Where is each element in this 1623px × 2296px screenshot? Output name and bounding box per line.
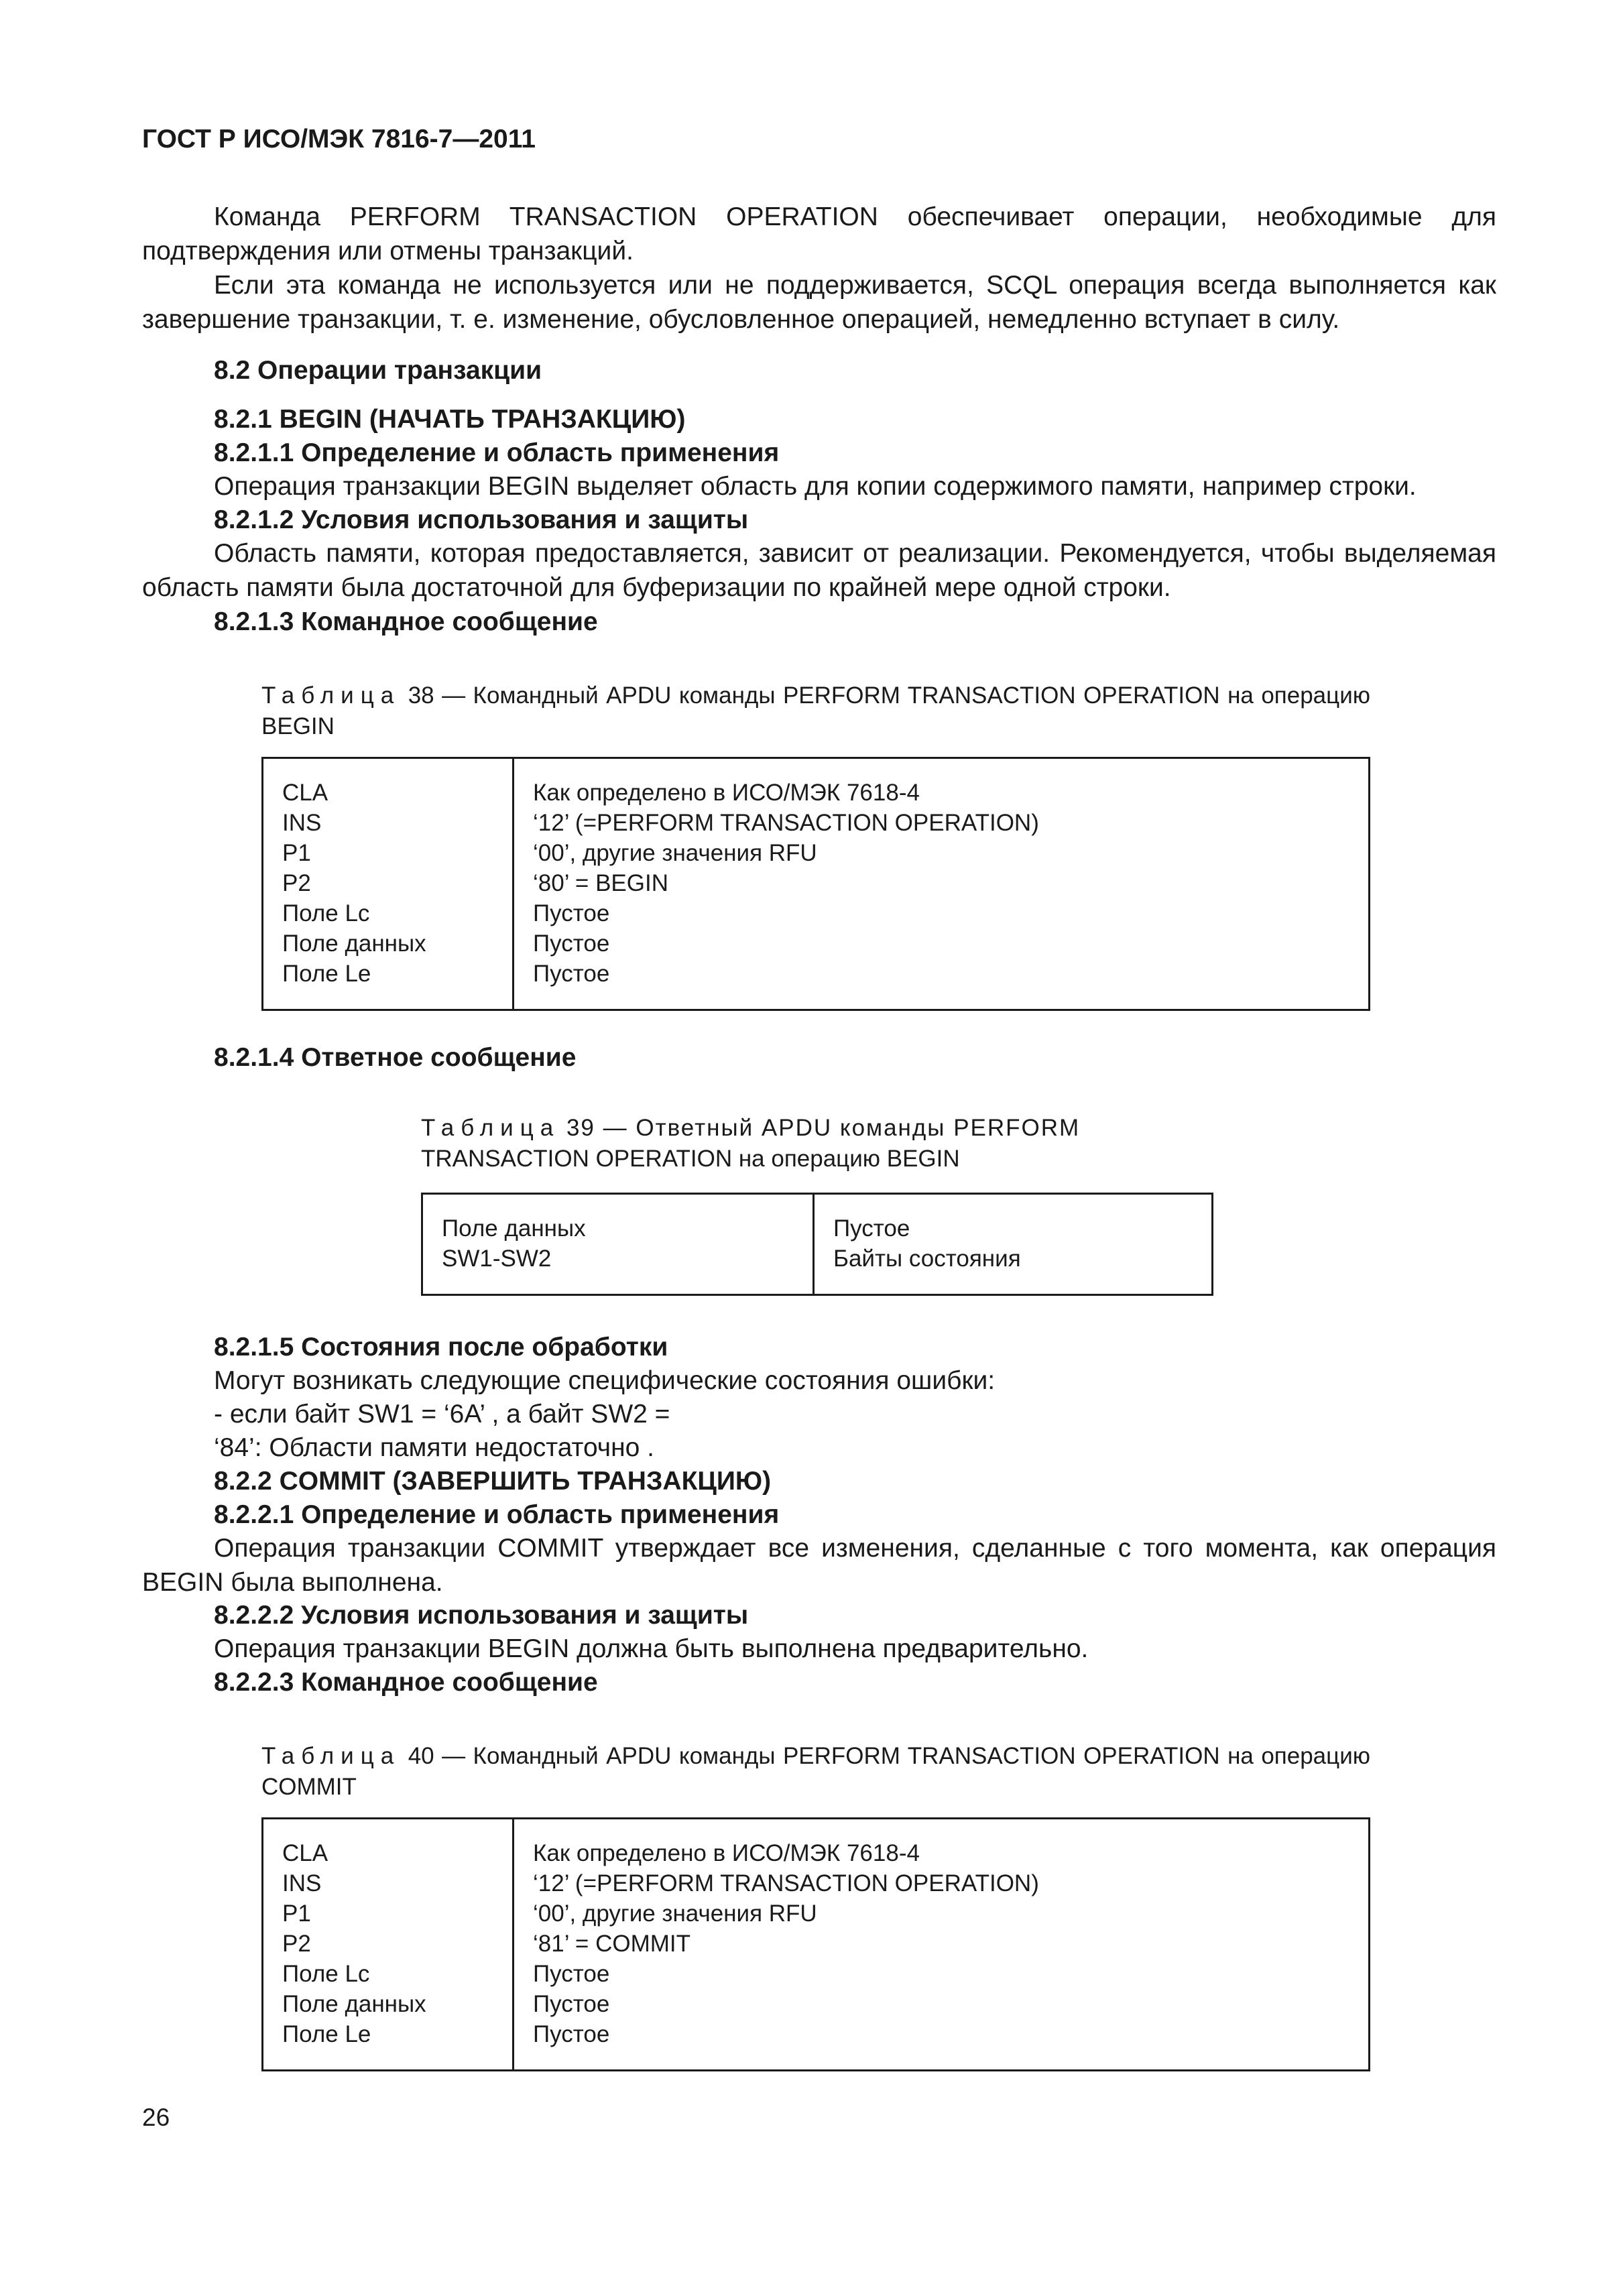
table-40-field-cla: CLA (282, 1840, 328, 1866)
table-38-value-p2: ‘80’ = BEGIN (533, 870, 668, 896)
table-40-value-lc: Пустое (533, 1961, 610, 1987)
table-40-caption (261, 1741, 1370, 1803)
table-38-value-column (514, 758, 1370, 1010)
section-8-2-1-2-text: Область памяти, которая предоставляется, зависит от реализации. Рекомендуется, чтобы выделяемая область памяти была достаточной для буферизации по крайней мере одной строки. (142, 539, 1496, 602)
table-39-caption-line-2: TRANSACTION OPERATION на операцию BEGIN (421, 1146, 960, 1172)
table-40-field-data: Поле данных (282, 1991, 426, 2017)
table-38-field-p1: P1 (282, 840, 311, 866)
table-39-field-sw: SW1-SW2 (442, 1246, 552, 1272)
table-39-field-data: Поле данных (442, 1215, 586, 1242)
document-header: ГОСТ Р ИСО/МЭК 7816-7—2011 (142, 125, 536, 154)
section-8-2-2-2-heading: 8.2.2.2 Условия использования и защиты (214, 1601, 749, 1630)
section-8-2-1-1-heading: 8.2.1.1 Определение и область применения (214, 438, 780, 467)
section-8-2-heading: 8.2 Операции транзакции (214, 356, 542, 385)
table-39 (421, 1193, 1213, 1296)
table-38-field-cla: CLA (282, 780, 328, 806)
table-40-row (263, 1819, 1370, 2071)
table-38-field-data: Поле данных (282, 930, 426, 957)
table-38-value-lc: Пустое (533, 900, 610, 926)
section-8-2-1-4-heading: 8.2.1.4 Ответное сообщение (214, 1043, 577, 1072)
table-38-field-lc: Поле Lc (282, 900, 370, 926)
table-38-caption-text: 38 — Командный APDU команды PERFORM TRANSACTION OPERATION на операцию BEGIN (261, 682, 1370, 739)
table-39-value-column (814, 1194, 1213, 1295)
table-38-row (263, 758, 1370, 1010)
section-8-2-1-5-heading: 8.2.1.5 Состояния после обработки (214, 1333, 668, 1362)
table-38-value-le: Пустое (533, 961, 610, 987)
table-40-value-data: Пустое (533, 1991, 610, 2017)
table-40-field-le: Поле Le (282, 2021, 371, 2047)
section-8-2-1-5-line-2: - если байт SW1 = ‘6A’ , а байт SW2 = (214, 1400, 670, 1429)
table-39-row (422, 1194, 1213, 1295)
table-38-field-column (263, 758, 514, 1010)
section-8-2-2-1-heading: 8.2.2.1 Определение и область применения (214, 1500, 780, 1529)
section-8-2-2-2-text: Операция транзакции BEGIN должна быть выполнена предварительно. (214, 1634, 1089, 1663)
intro-paragraph-1: Команда PERFORM TRANSACTION OPERATION обеспечивает операции, необходимые для подтверждения или отмены транзакций. (142, 202, 1496, 265)
table-40 (261, 1817, 1370, 2071)
table-40-value-le: Пустое (533, 2021, 610, 2047)
intro-paragraph-2: Если эта команда не используется или не поддерживается, SCQL операция всегда выполняется как завершение транзакции, т. е. изменение, обусловленное операцией, немедленно вступает в силу. (142, 271, 1496, 334)
section-8-2-2-heading: 8.2.2 COMMIT (ЗАВЕРШИТЬ ТРАНЗАКЦИЮ) (214, 1467, 772, 1496)
section-8-2-1-5-line-1: Могут возникать следующие специфические состояния ошибки: (214, 1366, 996, 1395)
table-39-value-data: Пустое (833, 1215, 910, 1242)
table-38 (261, 757, 1370, 1011)
table-40-field-lc: Поле Lc (282, 1961, 370, 1987)
table-40-value-p2: ‘81’ = COMMIT (533, 1931, 690, 1957)
section-8-2-2-3-heading: 8.2.2.3 Командное сообщение (214, 1668, 598, 1697)
table-38-value-cla: Как определено в ИСО/МЭК 7618-4 (533, 780, 920, 806)
table-40-caption-text: 40 — Командный APDU команды PERFORM TRANSACTION OPERATION на операцию COMMIT (261, 1743, 1370, 1800)
table-40-value-cla: Как определено в ИСО/МЭК 7618-4 (533, 1840, 920, 1866)
section-8-2-1-2-heading: 8.2.1.2 Условия использования и защиты (214, 505, 749, 534)
table-38-caption (261, 680, 1370, 742)
section-8-2-1-heading: 8.2.1 BEGIN (НАЧАТЬ ТРАНЗАКЦИЮ) (214, 405, 686, 434)
table-39-caption-line-1: Таблица 39 — Ответный APDU команды PERFORM (421, 1115, 1081, 1141)
table-40-field-column (263, 1819, 514, 2071)
section-8-2-1-3-heading: 8.2.1.3 Командное сообщение (214, 607, 598, 636)
table-38-label: Таблица (261, 682, 401, 709)
table-40-field-p2: P2 (282, 1931, 311, 1957)
section-8-2-1-5-line-3: ‘84’: Области памяти недостаточно . (214, 1433, 655, 1462)
table-40-value-column (514, 1819, 1370, 2071)
table-38-field-p2: P2 (282, 870, 311, 896)
table-38-field-le: Поле Le (282, 961, 371, 987)
table-40-value-p1: ‘00’, другие значения RFU (533, 1900, 817, 1927)
page-number: 26 (142, 2104, 170, 2131)
section-8-2-2-1-text: Операция транзакции COMMIT утверждает все изменения, сделанные с того момента, как операция BEGIN была выполнена. (142, 1534, 1496, 1597)
table-39-value-sw: Байты состояния (833, 1246, 1021, 1272)
table-39-field-column (422, 1194, 814, 1295)
table-38-value-ins: ‘12’ (=PERFORM TRANSACTION OPERATION) (533, 810, 1039, 836)
table-39-label: Таблица (421, 1115, 560, 1141)
table-38-field-ins: INS (282, 810, 322, 836)
section-8-2-1-1-text: Операция транзакции BEGIN выделяет область для копии содержимого памяти, например строки. (214, 472, 1417, 501)
table-38-value-p1: ‘00’, другие значения RFU (533, 840, 817, 866)
table-40-label: Таблица (261, 1743, 401, 1769)
table-40-field-ins: INS (282, 1870, 322, 1896)
table-39-caption (421, 1113, 1080, 1174)
table-40-field-p1: P1 (282, 1900, 311, 1927)
table-38-value-data: Пустое (533, 930, 610, 957)
table-40-value-ins: ‘12’ (=PERFORM TRANSACTION OPERATION) (533, 1870, 1039, 1896)
